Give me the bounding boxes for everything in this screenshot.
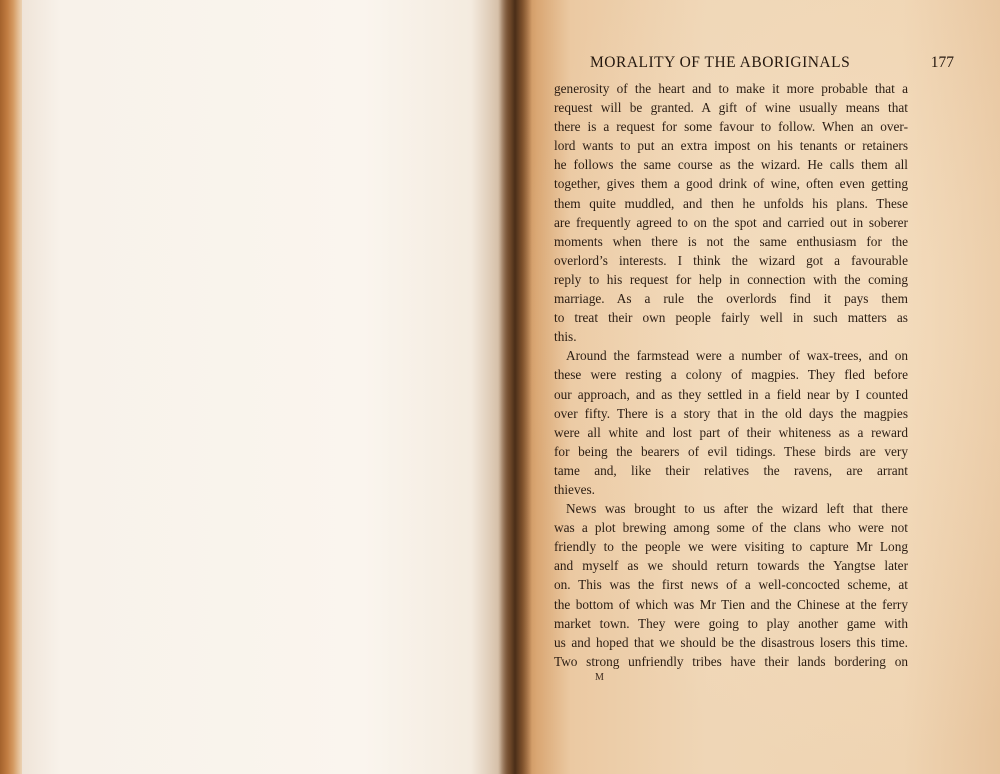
text-line: were all white and lost part of their whiteness as a reward [554, 424, 908, 440]
text-line: overlord’s interests. I think the wizard got a favourable [554, 252, 908, 268]
text-line: to treat their own people fairly well in such matters as [554, 310, 908, 326]
page-number: 177 [930, 54, 954, 71]
text-line: this. [554, 329, 577, 345]
text-line: these were resting a colony of magpies. They fled before [554, 367, 908, 383]
running-head [554, 54, 954, 74]
text-line: there is a request for some favour to follow. When an over- [554, 119, 908, 135]
text-line: was a plot brewing among some of the clans who were not [554, 520, 908, 536]
text-line: the bottom of which was Mr Tien and the Chinese at the ferry [554, 596, 908, 612]
right-page-content [554, 0, 954, 774]
text-line: moments when there is not the same enthusiasm for the [554, 233, 908, 249]
left-page-blank [22, 0, 510, 774]
text-line: request will be granted. A gift of wine usually means that [554, 100, 908, 116]
text-line: us and hoped that we should be the disastrous losers this time. [554, 634, 908, 650]
text-line: over fifty. There is a story that in the old days the magpies [554, 405, 908, 421]
body-text [554, 79, 908, 671]
right-page [512, 0, 1000, 774]
text-line: tame and, like their relatives the ravens, are arrant [554, 462, 908, 478]
text-line: them quite muddled, and then he unfolds his plans. These [554, 195, 908, 211]
text-line: our approach, and as they settled in a field near by I counted [554, 386, 908, 402]
text-line: Around the farmstead were a number of wax-trees, and on [566, 348, 908, 364]
text-line: together, gives them a good drink of wine, often even getting [554, 176, 908, 192]
text-line: and myself as we should return towards the Yangtse later [554, 558, 908, 574]
text-line: News was brought to us after the wizard left that there [566, 501, 908, 517]
text-line: Two strong unfriendly tribes have their lands bordering on [554, 653, 908, 669]
text-line: for being the bearers of evil tidings. These birds are very [554, 443, 908, 459]
text-line: he follows the same course as the wizard. He calls them all [554, 157, 908, 173]
text-line: are frequently agreed to on the spot and carried out in soberer [554, 214, 908, 230]
book-gutter [498, 0, 532, 774]
text-line: friendly to the people we were visiting to capture Mr Long [554, 539, 908, 555]
text-line: reply to his request for help in connection with the coming [554, 271, 908, 287]
text-line: lord wants to put an extra impost on his tenants or retainers [554, 138, 908, 154]
signature-mark: M [595, 672, 605, 683]
left-page-edge [0, 0, 24, 774]
text-line: thieves. [554, 481, 595, 497]
text-line: generosity of the heart and to make it more probable that a [554, 81, 908, 96]
text-line: market town. They were going to play another game with [554, 615, 908, 631]
running-head-title: MORALITY OF THE ABORIGINALS [590, 54, 851, 71]
text-line: on. This was the first news of a well-concocted scheme, at [554, 577, 908, 593]
text-line: marriage. As a rule the overlords find it pays them [554, 291, 908, 307]
